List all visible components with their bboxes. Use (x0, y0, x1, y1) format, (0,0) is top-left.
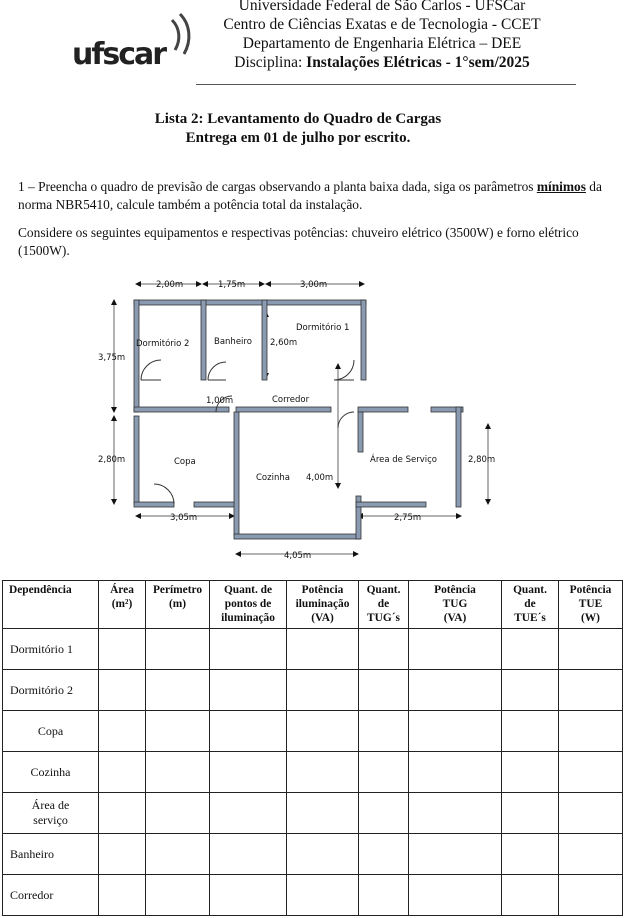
row-label: Dormitório 1 (3, 629, 99, 670)
room-copa: Copa (174, 457, 196, 467)
column-header: Área (m²) (99, 581, 146, 629)
row-label: Cozinha (3, 752, 99, 793)
empty-cell[interactable] (99, 629, 146, 670)
room-dormitorio-1: Dormitório 1 (296, 323, 350, 333)
empty-cell[interactable] (99, 752, 146, 793)
table-row (3, 752, 623, 793)
table-row (3, 793, 623, 834)
column-header: Potência TUE (W) (559, 581, 623, 629)
empty-cell[interactable] (409, 793, 502, 834)
empty-cell[interactable] (146, 711, 210, 752)
empty-cell[interactable] (559, 875, 623, 916)
empty-cell[interactable] (287, 629, 359, 670)
empty-cell[interactable] (502, 629, 559, 670)
empty-cell[interactable] (502, 793, 559, 834)
empty-cell[interactable] (99, 834, 146, 875)
list-title: Lista 2: Levantamento do Quadro de Cargas (154, 111, 442, 127)
empty-cell[interactable] (287, 711, 359, 752)
empty-cell[interactable] (287, 834, 359, 875)
empty-cell[interactable] (359, 875, 409, 916)
load-table (2, 580, 623, 916)
empty-cell[interactable] (502, 875, 559, 916)
empty-cell[interactable] (210, 834, 287, 875)
svg-text:ufscar: ufscar (72, 37, 166, 72)
empty-cell[interactable] (210, 711, 287, 752)
room-dormitorio-2: Dormitório 2 (136, 339, 190, 349)
empty-cell[interactable] (559, 793, 623, 834)
discipline-prefix: Disciplina: (234, 54, 307, 71)
column-header: Quant. de TUE´s (502, 581, 559, 629)
empty-cell[interactable] (210, 670, 287, 711)
empty-cell[interactable] (146, 834, 210, 875)
empty-cell[interactable] (559, 670, 623, 711)
empty-cell[interactable] (359, 834, 409, 875)
dim-inner2: 1,00m (206, 396, 234, 406)
column-header: Potência iluminação (VA) (287, 581, 359, 629)
dim-bottom3: 4,05m (284, 551, 312, 561)
empty-cell[interactable] (502, 711, 559, 752)
row-label: Área de serviço (3, 793, 99, 834)
empty-cell[interactable] (99, 793, 146, 834)
empty-cell[interactable] (210, 752, 287, 793)
room-banheiro: Banheiro (214, 337, 252, 347)
table-row (3, 834, 623, 875)
row-label: Corredor (3, 875, 99, 916)
empty-cell[interactable] (409, 670, 502, 711)
empty-cell[interactable] (210, 793, 287, 834)
empty-cell[interactable] (502, 752, 559, 793)
empty-cell[interactable] (146, 875, 210, 916)
empty-cell[interactable] (146, 629, 210, 670)
table-header-row (3, 581, 623, 629)
room-area-servico: Área de Serviço (370, 455, 437, 465)
empty-cell[interactable] (287, 875, 359, 916)
room-corredor: Corredor (272, 395, 310, 405)
row-label: Copa (3, 711, 99, 752)
table-row (3, 670, 623, 711)
column-header: Perímetro (m) (146, 581, 210, 629)
dim-inner3: 4,00m (306, 473, 334, 483)
dim-right: 2,80m (468, 455, 496, 465)
equipment-paragraph: Considere os seguintes equipamentos e respectivas potências: chuveiro elétrico (3500W) e forno elétrico (1500W). (18, 225, 579, 258)
empty-cell[interactable] (210, 875, 287, 916)
header-department: Departamento de Engenharia Elétrica – DEE (242, 35, 522, 52)
row-label: Dormitório 2 (3, 670, 99, 711)
empty-cell[interactable] (99, 670, 146, 711)
room-cozinha: Cozinha (256, 473, 290, 483)
empty-cell[interactable] (359, 793, 409, 834)
empty-cell[interactable] (559, 711, 623, 752)
discipline-name: Instalações Elétricas - 1°sem/2025 (306, 54, 530, 71)
dim-inner1: 2,60m (270, 338, 298, 348)
empty-cell[interactable] (146, 752, 210, 793)
dim-left1: 3,75m (98, 353, 126, 363)
empty-cell[interactable] (559, 629, 623, 670)
instruction-part2: da norma NBR5410, calcule também a potência total da instalação. (18, 179, 602, 212)
header-rule (196, 84, 576, 85)
empty-cell[interactable] (559, 752, 623, 793)
dim-top1: 2,00m (156, 280, 184, 290)
floor-plan (96, 276, 500, 566)
column-header: Quant. de pontos de iluminação (210, 581, 287, 629)
dim-top3: 3,00m (300, 280, 328, 290)
table-row (3, 875, 623, 916)
dim-left2: 2,80m (98, 455, 126, 465)
empty-cell[interactable] (502, 670, 559, 711)
dim-bottom2: 2,75m (394, 513, 422, 523)
empty-cell[interactable] (502, 834, 559, 875)
empty-cell[interactable] (146, 793, 210, 834)
empty-cell[interactable] (359, 711, 409, 752)
header-university: Universidade Federal de São Carlos - UFSCar (238, 0, 526, 14)
empty-cell[interactable] (287, 670, 359, 711)
instruction-paragraph (18, 178, 608, 214)
instruction-emphasis: mínimos (536, 179, 586, 194)
empty-cell[interactable] (359, 629, 409, 670)
dim-bottom1: 3,05m (170, 513, 198, 523)
list-subtitle: Entrega em 01 de julho por escrito. (185, 130, 411, 146)
empty-cell[interactable] (146, 670, 210, 711)
dim-top2: 1,75m (218, 280, 246, 290)
empty-cell[interactable] (409, 629, 502, 670)
empty-cell[interactable] (409, 875, 502, 916)
column-header: Dependência (3, 581, 99, 629)
row-label: Banheiro (3, 834, 99, 875)
empty-cell[interactable] (287, 752, 359, 793)
table-row (3, 711, 623, 752)
empty-cell[interactable] (287, 793, 359, 834)
empty-cell[interactable] (99, 711, 146, 752)
walls (134, 300, 463, 539)
empty-cell[interactable] (359, 752, 409, 793)
empty-cell[interactable] (210, 629, 287, 670)
column-header: Quant. de TUG´s (359, 581, 409, 629)
empty-cell[interactable] (99, 875, 146, 916)
column-header: Potência TUG (VA) (409, 581, 502, 629)
table-row (3, 629, 623, 670)
instruction-part1: 1 – Preencha o quadro de previsão de cargas observando a planta baixa dada, siga os parâmetros (18, 179, 537, 194)
header-discipline (162, 53, 602, 72)
empty-cell[interactable] (559, 834, 623, 875)
header-center: Centro de Ciências Exatas e de Tecnologia - CCET (223, 16, 541, 33)
empty-cell[interactable] (409, 711, 502, 752)
empty-cell[interactable] (359, 670, 409, 711)
empty-cell[interactable] (409, 752, 502, 793)
empty-cell[interactable] (409, 834, 502, 875)
